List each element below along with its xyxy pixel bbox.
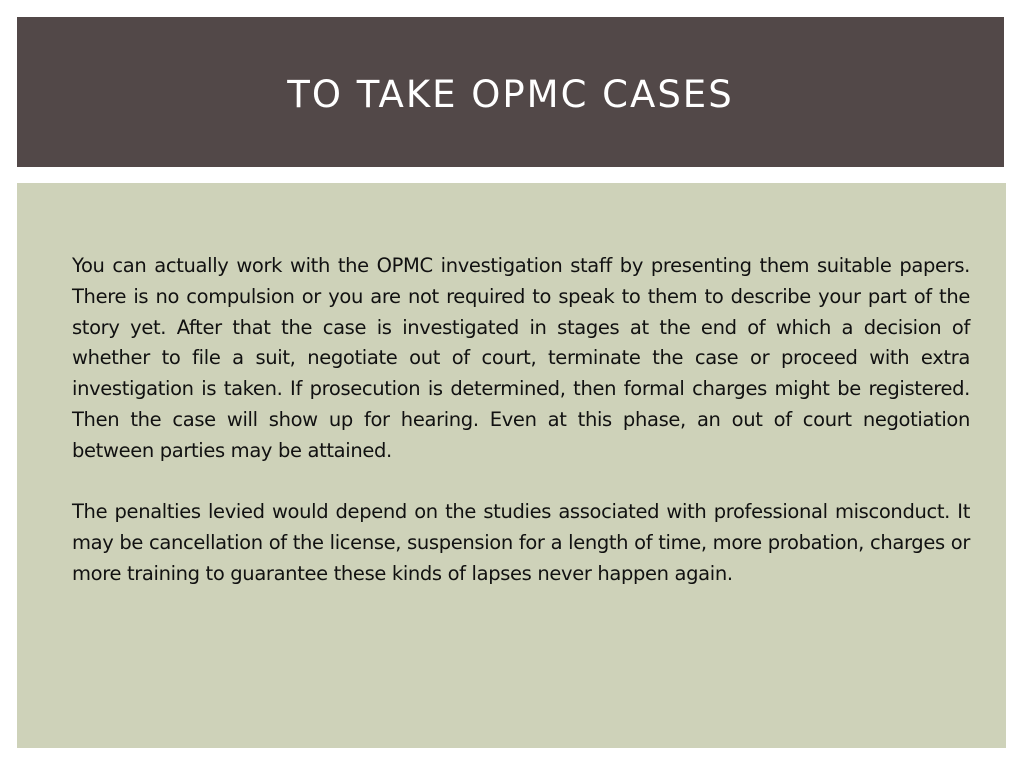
content-panel <box>17 183 1006 748</box>
paragraph-2: The penalties levied would depend on the studies associated with professional misconduct. It may be cancellation of the license, suspension for a length of time, more probation, charges or more training to guarantee these kinds of lapses never happen again. <box>72 500 970 585</box>
slide-title: TO TAKE OPMC CASES <box>287 72 734 116</box>
title-bar <box>17 17 1004 167</box>
paragraph-1: You can actually work with the OPMC investigation staff by presenting them suitable papers. There is no compulsion or you are not required to speak to them to describe your part of the story yet. After that the case is investigated in stages at the end of which a decision of whether to file a suit, negotiate out of court, terminate the case or proceed with extra investigation is taken. If prosecution is determined, then formal charges might be registered. Then the case will show up for hearing. Even at this phase, an out of court negotiation between parties may be attained. <box>72 254 970 462</box>
body-text <box>72 251 970 621</box>
